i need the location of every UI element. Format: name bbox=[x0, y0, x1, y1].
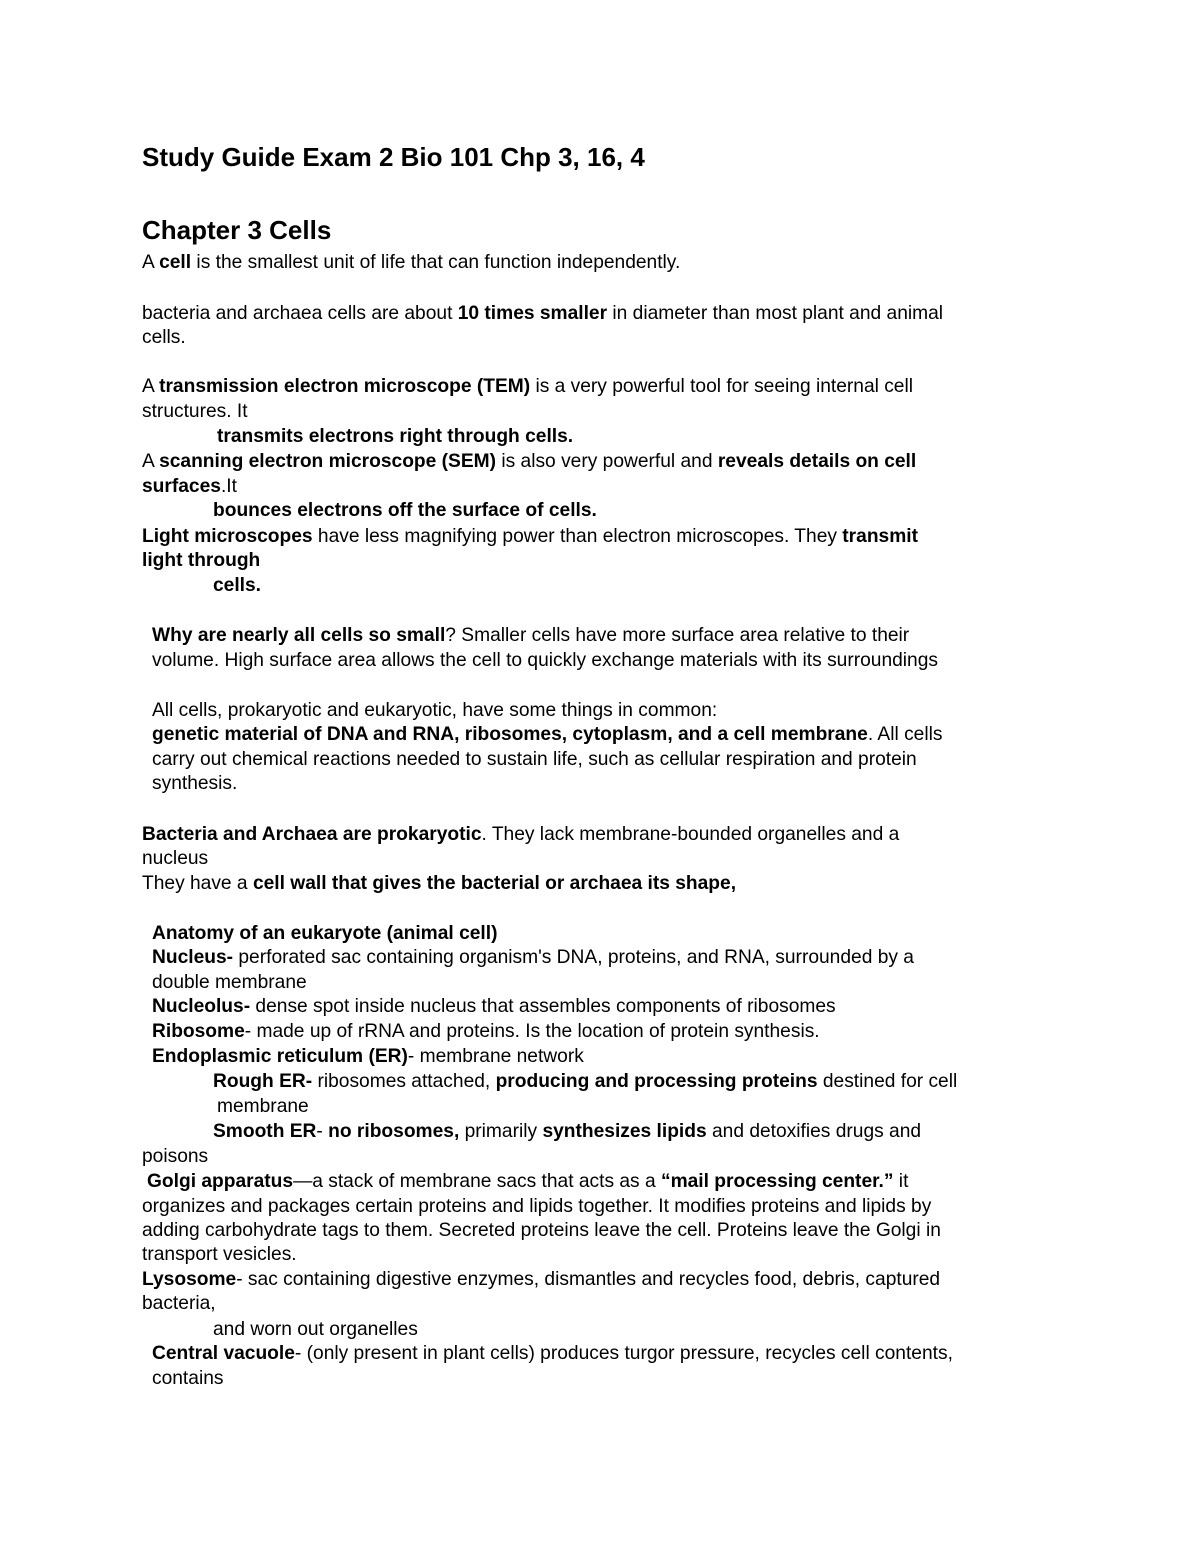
bold-text: Nucleolus- bbox=[152, 996, 251, 1017]
bold-text: Golgi apparatus bbox=[147, 1171, 294, 1192]
bold-text: surfaces bbox=[142, 476, 221, 497]
bold-text: cell wall that gives the bacterial or archaea its shape, bbox=[252, 873, 737, 894]
bold-text: no ribosomes, bbox=[328, 1121, 460, 1142]
bold-text: cell bbox=[159, 252, 192, 273]
text-run: carry out chemical reactions needed to sustain life, such as cellular respiration and protein bbox=[152, 749, 917, 770]
chapter-heading: Chapter 3 Cells bbox=[142, 215, 332, 245]
text-run: and worn out organelles bbox=[213, 1319, 418, 1340]
text-run: and detoxifies drugs and bbox=[706, 1121, 922, 1142]
bold-text: reveals details on cell bbox=[717, 451, 917, 472]
text-line bbox=[213, 574, 261, 598]
text-run: bacteria and archaea cells are about bbox=[142, 303, 458, 324]
bold-text: Rough ER- bbox=[213, 1071, 313, 1092]
text-line bbox=[217, 425, 573, 449]
text-run: synthesis. bbox=[152, 773, 238, 794]
text-line bbox=[142, 1219, 941, 1243]
text-run: All cells, prokaryotic and eukaryotic, have some things in common: bbox=[152, 700, 718, 721]
bold-text: Lysosome bbox=[142, 1269, 237, 1290]
text-line bbox=[152, 699, 717, 723]
text-run: is also very powerful and bbox=[496, 451, 718, 472]
bold-text: producing and processing proteins bbox=[495, 1071, 818, 1092]
bold-text: transmit bbox=[842, 526, 918, 547]
bold-text: Smooth ER bbox=[213, 1121, 317, 1142]
text-line bbox=[152, 946, 914, 970]
text-line bbox=[152, 971, 307, 995]
bold-text: transmission electron microscope (TEM) bbox=[159, 376, 531, 397]
text-run: - bbox=[316, 1121, 329, 1142]
bold-text: Endoplasmic reticulum (ER) bbox=[152, 1046, 408, 1067]
bold-text: Central vacuole bbox=[152, 1343, 295, 1364]
text-run: double membrane bbox=[152, 972, 307, 993]
text-line bbox=[213, 1120, 921, 1144]
text-line bbox=[142, 872, 736, 896]
text-run: primarily bbox=[459, 1121, 543, 1142]
text-line bbox=[152, 772, 237, 796]
text-run: cells. bbox=[142, 327, 186, 348]
bold-text: 10 times smaller bbox=[457, 303, 608, 324]
text-line bbox=[152, 649, 938, 673]
text-run: . All cells bbox=[867, 724, 943, 745]
bold-text: synthesizes lipids bbox=[542, 1121, 707, 1142]
text-run: volume. High surface area allows the cell to quickly exchange materials with its surroundings bbox=[152, 650, 938, 671]
text-run: it bbox=[893, 1171, 909, 1192]
text-run: - made up of rRNA and proteins. Is the location of protein synthesis. bbox=[244, 1021, 820, 1042]
bold-text: cells. bbox=[213, 575, 262, 596]
bold-text: genetic material of DNA and RNA, ribosomes, cytoplasm, and a cell membrane bbox=[152, 724, 868, 745]
bold-text: “mail processing center.” bbox=[660, 1171, 894, 1192]
bold-text: Bacteria and Archaea are prokaryotic bbox=[142, 824, 482, 845]
text-run: dense spot inside nucleus that assembles components of ribosomes bbox=[250, 996, 836, 1017]
text-line bbox=[142, 1268, 940, 1292]
text-run: organizes and packages certain proteins and lipids together. It modifies proteins and lipids by bbox=[142, 1196, 932, 1217]
bold-text: Light microscopes bbox=[142, 526, 313, 547]
text-line bbox=[142, 847, 208, 871]
text-line bbox=[142, 1243, 297, 1267]
text-run: - (only present in plant cells) produces turgor pressure, recycles cell contents, bbox=[294, 1343, 953, 1364]
text-run: transport vesicles. bbox=[142, 1244, 297, 1265]
text-line bbox=[152, 748, 917, 772]
text-run: A bbox=[142, 252, 160, 273]
text-run: perforated sac containing organism's DNA, proteins, and RNA, surrounded by a bbox=[233, 947, 914, 968]
document-title: Study Guide Exam 2 Bio 101 Chp 3, 16, 4 bbox=[142, 142, 645, 172]
text-run: - membrane network bbox=[407, 1046, 584, 1067]
text-line bbox=[152, 723, 942, 747]
text-run: nucleus bbox=[142, 848, 209, 869]
text-line bbox=[152, 1342, 953, 1366]
text-line bbox=[152, 922, 497, 946]
text-line bbox=[152, 624, 909, 648]
text-line bbox=[142, 450, 916, 474]
text-line bbox=[142, 475, 237, 499]
text-line bbox=[142, 525, 918, 549]
bold-text: Why are nearly all cells so small bbox=[152, 625, 446, 646]
text-line bbox=[142, 302, 943, 326]
text-line bbox=[217, 1095, 309, 1119]
text-line bbox=[142, 549, 260, 573]
bold-text: scanning electron microscope (SEM) bbox=[159, 451, 497, 472]
text-line bbox=[142, 1145, 208, 1169]
bold-text: Ribosome bbox=[152, 1021, 245, 1042]
text-run: - sac containing digestive enzymes, dismantles and recycles food, debris, captured bbox=[236, 1269, 941, 1290]
text-line bbox=[152, 1045, 584, 1069]
text-line bbox=[142, 375, 913, 399]
text-line bbox=[213, 499, 597, 523]
text-run: structures. It bbox=[142, 401, 248, 422]
text-line bbox=[142, 251, 680, 275]
text-run: poisons bbox=[142, 1146, 209, 1167]
text-run: membrane bbox=[217, 1096, 309, 1117]
text-run: contains bbox=[152, 1368, 224, 1389]
bold-text: Nucleus- bbox=[152, 947, 234, 968]
text-run: adding carbohydrate tags to them. Secreted proteins leave the cell. Proteins leave the Golgi in bbox=[142, 1220, 941, 1241]
text-run: —a stack of membrane sacs that acts as a bbox=[293, 1171, 661, 1192]
text-run: A bbox=[142, 376, 160, 397]
text-line bbox=[142, 823, 899, 847]
text-line bbox=[142, 1195, 931, 1219]
bold-text: bounces electrons off the surface of cells. bbox=[213, 500, 597, 521]
text-run: They have a bbox=[142, 873, 253, 894]
bold-text: Anatomy of an eukaryote (animal cell) bbox=[152, 923, 498, 944]
bold-text: transmits electrons right through cells. bbox=[217, 426, 574, 447]
text-run: .It bbox=[220, 476, 237, 497]
text-line bbox=[142, 1292, 216, 1316]
text-run: . They lack membrane-bounded organelles and a bbox=[481, 824, 900, 845]
text-line bbox=[142, 326, 186, 350]
text-run: have less magnifying power than electron microscopes. They bbox=[312, 526, 843, 547]
bold-text: light through bbox=[142, 550, 261, 571]
text-run: A bbox=[142, 451, 160, 472]
text-line bbox=[142, 400, 248, 424]
text-run: destined for cell bbox=[817, 1071, 958, 1092]
text-line bbox=[213, 1318, 418, 1342]
text-run: bacteria, bbox=[142, 1293, 216, 1314]
text-line bbox=[152, 1020, 820, 1044]
text-run: is the smallest unit of life that can function independently. bbox=[191, 252, 681, 273]
text-line bbox=[152, 1367, 223, 1391]
text-run: ? Smaller cells have more surface area relative to their bbox=[445, 625, 910, 646]
text-run: ribosomes attached, bbox=[312, 1071, 496, 1092]
text-line bbox=[147, 1170, 908, 1194]
text-run: is a very powerful tool for seeing internal cell bbox=[530, 376, 913, 397]
text-run: in diameter than most plant and animal bbox=[607, 303, 944, 324]
text-line bbox=[213, 1070, 957, 1094]
text-line bbox=[152, 995, 836, 1019]
